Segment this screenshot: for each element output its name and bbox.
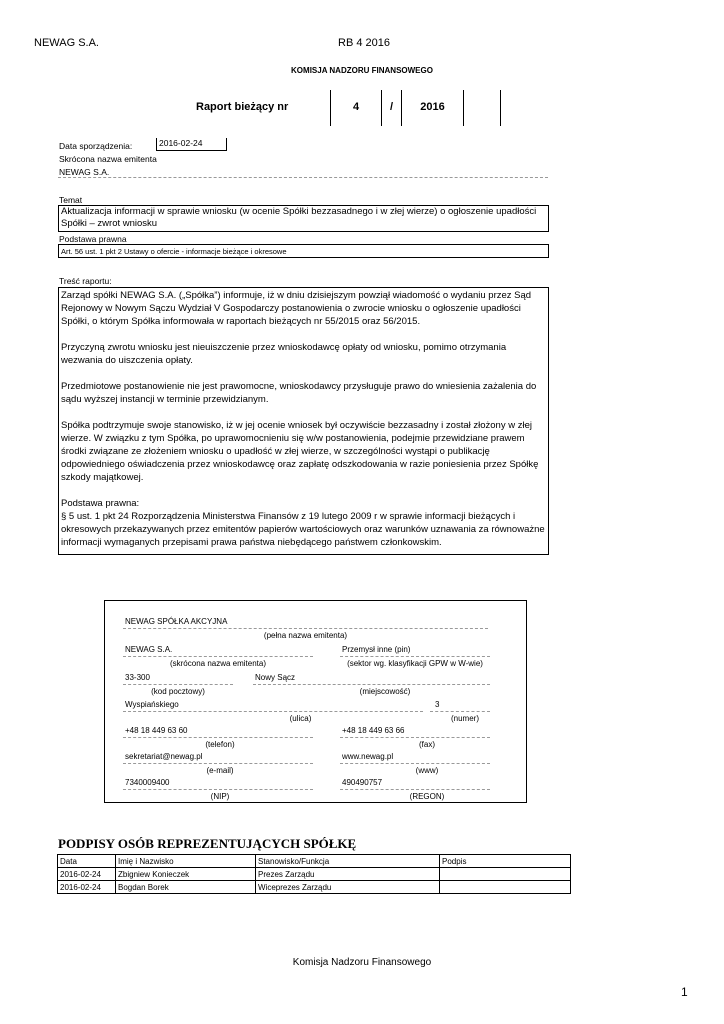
issuer-phone-label: (telefon)	[205, 740, 235, 749]
authority-title: KOMISJA NADZORU FINANSOWEGO	[291, 66, 433, 75]
divider	[123, 737, 313, 738]
divider	[340, 763, 490, 764]
table-cell: Bogdan Borek	[116, 881, 256, 894]
table-cell: Zbigniew Konieczek	[116, 868, 256, 881]
legal-basis-value: Art. 56 ust. 1 pkt 2 Ustawy o ofercie - informacje bieżące i okresowe	[58, 244, 549, 258]
divider	[430, 711, 490, 712]
table-row	[58, 868, 571, 881]
divider	[123, 789, 313, 790]
issuer-nip-label: (NIP)	[210, 792, 230, 801]
header-cell: Stanowisko/Funkcja	[256, 855, 440, 868]
signatures-title: PODPISY OSÓB REPREZENTUJĄCYCH SPÓŁKĘ	[58, 836, 357, 851]
date-value: 2016-02-24	[156, 138, 227, 151]
divider	[340, 737, 490, 738]
issuer-city: Nowy Sącz	[255, 673, 296, 682]
issuer-sector-label: (sektor wg. klasyfikacji GPW w W-wie)	[347, 659, 483, 668]
topic-value: Aktualizacja informacji w sprawie wniosku (w ocenie Spółki bezzasadnego i w złej wierze) o ogłoszenie upadłości Spółki – zwrot wniosku	[58, 205, 549, 232]
divider	[58, 177, 548, 178]
issuer-fax: +48 18 449 63 66	[342, 726, 405, 735]
divider	[123, 684, 233, 685]
issuer-phone: +48 18 449 63 60	[125, 726, 188, 735]
table-cell: 2016-02-24	[58, 881, 116, 894]
divider	[340, 789, 490, 790]
issuer-block	[104, 600, 527, 803]
content-paragraph: Przedmiotowe postanowienie nie jest prawomocne, wnioskodawcy przysługuje prawo do wniesienia zażalenia do sądu wyższej instancji w terminie przewidzianym.	[61, 381, 537, 405]
issuer-postal-code: 33-300	[125, 673, 150, 682]
issuer-fax-label: (fax)	[419, 740, 435, 749]
issuer-www-label: (www)	[415, 766, 439, 775]
report-content	[58, 287, 549, 555]
table-row	[58, 881, 571, 894]
issuer-nip: 7340009400	[125, 778, 170, 787]
short-name-label: Skrócona nazwa emitenta	[59, 154, 157, 164]
issuer-email-label: (e-mail)	[206, 766, 234, 775]
content-label: Treść raportu:	[59, 276, 112, 286]
divider	[340, 656, 490, 657]
issuer-www: www.newag.pl	[342, 752, 394, 761]
page-number: 1	[681, 985, 688, 999]
issuer-city-label: (miejscowość)	[359, 687, 411, 696]
issuer-street: Wyspiańskiego	[125, 700, 179, 709]
report-number: 4	[352, 101, 360, 113]
content-paragraph: Podstawa prawna: § 5 ust. 1 pkt 24 Rozporządzenia Ministerstwa Finansów z 19 lutego 2009 r w sprawie informacji bieżących i okresowych przekazywanych przez emitentów papierów wartościowych oraz warunków uznawania za równoważne informacji wymaganych przepisami prawa państwa niebędącego państwem członkowskim.	[61, 498, 545, 548]
signatures-table	[57, 854, 571, 894]
table-cell: Prezes Zarządu	[256, 868, 440, 881]
issuer-full-name-label: (pełna nazwa emitenta)	[263, 631, 348, 640]
issuer-sector: Przemysł inne (pin)	[342, 645, 411, 654]
report-box-line	[463, 90, 464, 126]
issuer-email: sekretariat@newag.pl	[125, 752, 203, 761]
issuer-regon: 490490757	[342, 778, 383, 787]
topic-label: Temat	[59, 195, 83, 205]
divider	[123, 711, 423, 712]
signature-cell	[440, 881, 571, 894]
header-cell: Podpis	[440, 855, 571, 868]
issuer-short-name: NEWAG S.A.	[125, 645, 173, 654]
footer-text: Komisja Nadzoru Finansowego	[292, 957, 432, 968]
issuer-full-name: NEWAG SPÓŁKA AKCYJNA	[125, 617, 228, 626]
content-paragraph: Zarząd spółki NEWAG S.A. („Spółka”) informuje, iż w dniu dzisiejszym powziął wiadomość o wydaniu przez Sąd Rejonowy w Nowym Sączu Wydział V Gospodarczy postanowienia o zwrocie wniosku o ogłoszenie upadłości Spółki, o którym Spółka informowała w raportach bieżących nr 55/2015 oraz 56/2015.	[61, 290, 532, 327]
divider	[253, 684, 490, 685]
content-paragraph: Spółka podtrzymuje swoje stanowisko, iż w jej ocenie wniosek był oczywiście bezzasadny i został złożony w złej wierze. W związku z tym Spółka, po uprawomocnieniu się w/w postanowienia, podejmie przewidziane prawem środki związane ze złożeniem wniosku o upadłość w złej wierze, w szczególności wystąpi o publikację odpowiedniego oświadczenia przez wnioskodawcę oraz zapłatę odszkodowania w razie poniesienia przez Spółkę szkody majątkowej.	[61, 420, 539, 483]
header-cell: Imię i Nazwisko	[116, 855, 256, 868]
signature-cell	[440, 868, 571, 881]
report-separator: /	[389, 101, 394, 113]
legal-basis-label: Podstawa prawna	[59, 234, 127, 244]
issuer-number: 3	[435, 700, 440, 709]
issuer-short-name-label: (skrócona nazwa emitenta)	[169, 659, 267, 668]
content-paragraph: Przyczyną zwrotu wniosku jest nieuiszczenie przez wnioskodawcę opłaty od wniosku, pomimo otrzymania wezwania do uiszczenia opłaty.	[61, 342, 507, 366]
divider	[123, 656, 313, 657]
table-header-row	[58, 855, 571, 868]
issuer-street-label: (ulica)	[289, 714, 312, 723]
issuer-number-label: (numer)	[450, 714, 479, 723]
header-company: NEWAG S.A.	[34, 37, 99, 49]
report-title: Raport bieżący nr	[196, 101, 289, 113]
issuer-regon-label: (REGON)	[409, 792, 445, 801]
divider	[123, 628, 488, 629]
header-report-code: RB 4 2016	[338, 37, 390, 49]
report-box-line	[500, 90, 501, 126]
table-cell: Wiceprezes Zarządu	[256, 881, 440, 894]
divider	[123, 763, 313, 764]
report-year: 2016	[420, 101, 445, 113]
table-cell: 2016-02-24	[58, 868, 116, 881]
short-name-value: NEWAG S.A.	[59, 167, 110, 177]
date-label: Data sporządzenia:	[59, 141, 133, 151]
header-cell: Data	[58, 855, 116, 868]
issuer-postal-code-label: (kod pocztowy)	[151, 687, 205, 696]
